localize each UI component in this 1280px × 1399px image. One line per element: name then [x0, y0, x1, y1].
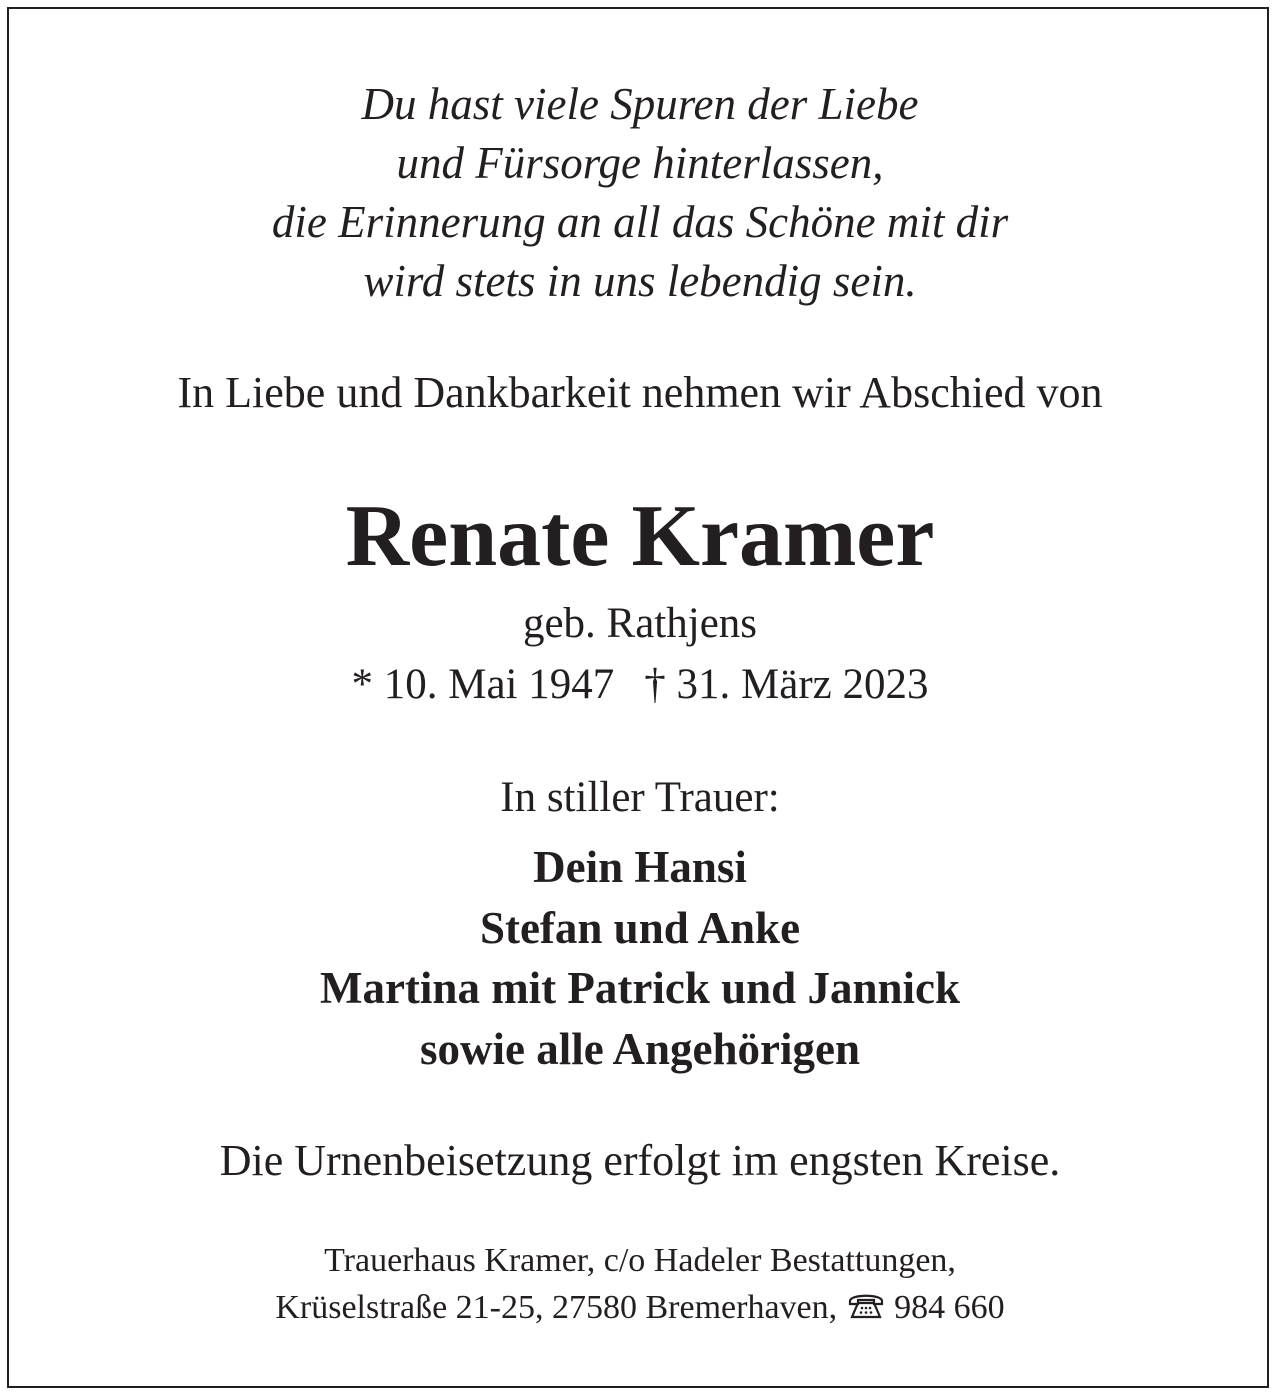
verse-line-2: und Fürsorge hinterlassen, [396, 138, 884, 188]
verse-line-3: die Erinnerung an all das Schöne mit dir [271, 197, 1009, 247]
verse-line-4: wird stets in uns lebendig sein. [363, 256, 917, 306]
birth-date: * 10. Mai 1947 [351, 661, 615, 708]
footer-phone: 984 660 [894, 1289, 1005, 1326]
birth-name: geb. Rathjens [522, 600, 758, 647]
farewell-intro: In Liebe und Dankbarkeit nehmen wir Abschied von [177, 368, 1103, 417]
mourner-line-1: Dein Hansi [533, 842, 747, 892]
death-date: † 31. März 2023 [644, 661, 929, 708]
telephone-icon [846, 1290, 886, 1327]
footer-line-1: Trauerhaus Kramer, c/o Hadeler Bestattungen, [324, 1242, 956, 1279]
deceased-name: Renate Kramer [345, 488, 935, 585]
mourner-line-3: Martina mit Patrick und Jannick [319, 963, 961, 1013]
life-dates [0, 663, 1280, 706]
footer-line-2 [0, 1290, 1280, 1327]
mourning-heading: In stiller Trauer: [500, 774, 780, 821]
burial-note: Die Urnenbeisetzung erfolgt im engsten Kreise. [219, 1136, 1061, 1185]
verse-line-1: Du hast viele Spuren der Liebe [361, 79, 919, 129]
mourner-line-2: Stefan und Anke [479, 903, 801, 953]
footer-address: Krüselstraße 21-25, 27580 Bremerhaven, [275, 1289, 838, 1326]
mourner-line-4: sowie alle Angehörigen [420, 1024, 860, 1074]
